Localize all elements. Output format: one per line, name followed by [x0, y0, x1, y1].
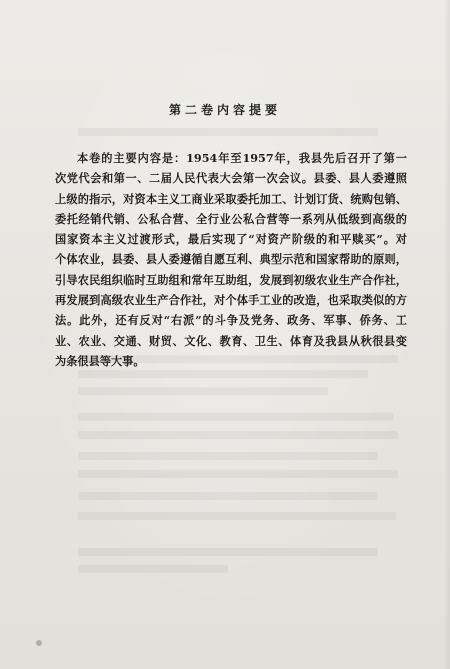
- bleed-through-mark: [78, 387, 328, 395]
- text-line: 委托经销代销、公私合营、全行业公私合营等一系列从低级到高级的: [55, 211, 407, 226]
- bleed-through-mark: [78, 431, 398, 439]
- bleed-through-mark: [78, 470, 398, 478]
- text-line: 为条很县等大事。: [55, 353, 145, 368]
- text-line: 引导农民组织临时互助组和常年互助组，发展到初级农业生产合作社，: [55, 272, 407, 287]
- bleed-through-mark: [78, 512, 396, 520]
- bleed-through-mark: [78, 492, 378, 500]
- bleed-through-mark: [78, 128, 378, 136]
- text-line: 法。此外，还有反对“右派”的斗争及党务、政务、军事、侨务、工: [55, 313, 407, 328]
- text-line: 次党代会和第一、二届人民代表大会第一次会议。县委、县人委遵照: [55, 171, 407, 186]
- bleed-through-mark: [78, 452, 378, 460]
- text-line: 个体农业，县委、县人委遵循自愿互利、典型示范和国家帮助的原则，: [55, 252, 407, 267]
- bleed-through-mark: [78, 413, 393, 421]
- text-line: 国家资本主义过渡形式，最后实现了“对资产阶级的和平赎买”。对: [55, 232, 407, 247]
- summary-text: [55, 148, 407, 371]
- page-mark: [36, 640, 42, 646]
- text-line: 上级的指示，对资本主义工商业采取委托加工、计划订货、统购包销、: [55, 191, 407, 206]
- bleed-through-mark: [78, 565, 228, 573]
- bleed-through-mark: [78, 548, 378, 556]
- text-line: 再发展到高级农业生产合作社，对个体手工业的改造，也采取类似的方: [55, 293, 407, 308]
- page-edge-shadow: [444, 0, 450, 669]
- page-title: 第二卷内容提要: [168, 103, 281, 117]
- text-line: 业、农业、交通、财贸、文化、教育、卫生、体育及我县从秋很县变: [55, 333, 407, 348]
- text-line: 本卷的主要内容是：1954年至1957年，我县先后召开了第一: [77, 151, 407, 165]
